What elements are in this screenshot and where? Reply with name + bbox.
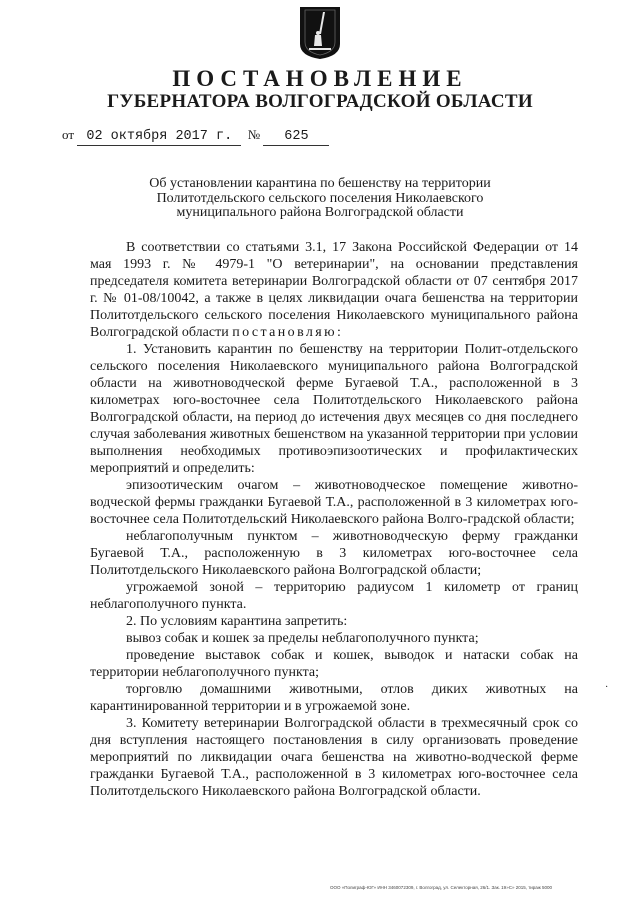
document-number: 625 — [263, 129, 329, 146]
number-label: № — [247, 127, 261, 142]
paragraph-2-export-ban: вывоз собак и кошек за пределы неблагополучного пункта; — [126, 631, 479, 646]
date-number-line — [62, 127, 329, 146]
document-issuer: ГУБЕРНАТОРА ВОЛГОГРАДСКОЙ ОБЛАСТИ — [107, 91, 533, 112]
preamble-text: В соответствии со статьями 3.1, 17 Закона Российской Федерации от 14 мая 1993 г. № 4979-1 "О ветеринарии", на основании представления председателя комитета ветеринарии Волгоградской области от 07 сентября 2017 г. № 01-08/10042, а также в целях ликвидации очага бешенства на территории Политотдельского сельского поселения Николаевского муниципального района Волгоградской области — [90, 240, 578, 340]
paragraph-1-threatened-zone: угрожаемой зоной – территорию радиусом 1 километр от границ неблагополучного пункта. — [90, 580, 578, 612]
paragraph-3: 3. Комитету ветеринарии Волгоградской области в трехмесячный срок со дня вступления настоящего постановления в силу организовать проведение мероприятий по ликвидации очага бешенства на животно-водческой ферме гражданки Бугаевой Т.А., расположенной в 3 километрах юго-восточнее села Политотдельского Николаевского района Волгоградской области. — [90, 716, 578, 799]
subject-line: Политотдельского сельского поселения Николаевского — [156, 190, 484, 206]
document-date: 02 октября 2017 г. — [77, 129, 241, 146]
paragraph-2: 2. По условиям карантина запретить: — [126, 614, 348, 629]
subject-line: муниципального района Волгоградской области — [176, 205, 464, 220]
preamble-paragraph — [90, 239, 578, 341]
document-body — [90, 239, 578, 800]
document-subject — [90, 177, 550, 221]
paragraph-1: 1. Установить карантин по бешенству на территории Полит-отдельского сельского поселения Николаевского муниципального района Волгоградской области на животноводческой ферме Бугаевой Т.А., расположенной в 3 километрах юго-восточнее села Политотдельского Николаевского района Волгоградской области, на период до истечения двух месяцев со дня последнего случая заболевания животных бешенством на указанной территории при условии выполнения необходимых противоэпизоотических и профилактических мероприятий и определить: — [90, 342, 578, 476]
paragraph-1-epizootic-focus: эпизоотическим очагом – животноводческое помещение животно-водческой фермы гражданки Бугаевой Т.А., расположенной в 3 километрах юго-восточнее села Политотдельский Николаевского района Волго-градской области; — [90, 478, 578, 527]
paragraph-2-exhibitions-ban: проведение выставок собак и кошек, выводок и натаски собак на территории неблагополучного пункта; — [90, 648, 578, 680]
printer-imprint: ООО «Полиграф-ЮГ» ИНН 3460072309, г. Волгоград, ул. Селекторная, 26/1. Зак. 19»С» 2015, тираж 5000 — [330, 885, 553, 890]
paragraph-1-unfavorable-point: неблагополучным пунктом – животноводческую ферму гражданки Бугаевой Т.А., расположенную в 3 километрах юго-восточнее села Политотдельского Николаевского района Волгоградской области; — [90, 529, 578, 578]
paragraph-2-trade-ban: торговлю домашними животными, отлов диких животных на карантинированной территории и в угрожаемой зоне. — [90, 682, 578, 714]
from-label: от — [62, 127, 75, 142]
document-title: ПОСТАНОВЛЕНИЕ — [172, 66, 468, 91]
subject-line: Об установлении карантина по бешенству на территории — [149, 176, 491, 191]
margin-dot: · — [605, 682, 609, 693]
coat-of-arms-icon — [299, 6, 341, 60]
decree-word: постановляю: — [232, 325, 344, 340]
